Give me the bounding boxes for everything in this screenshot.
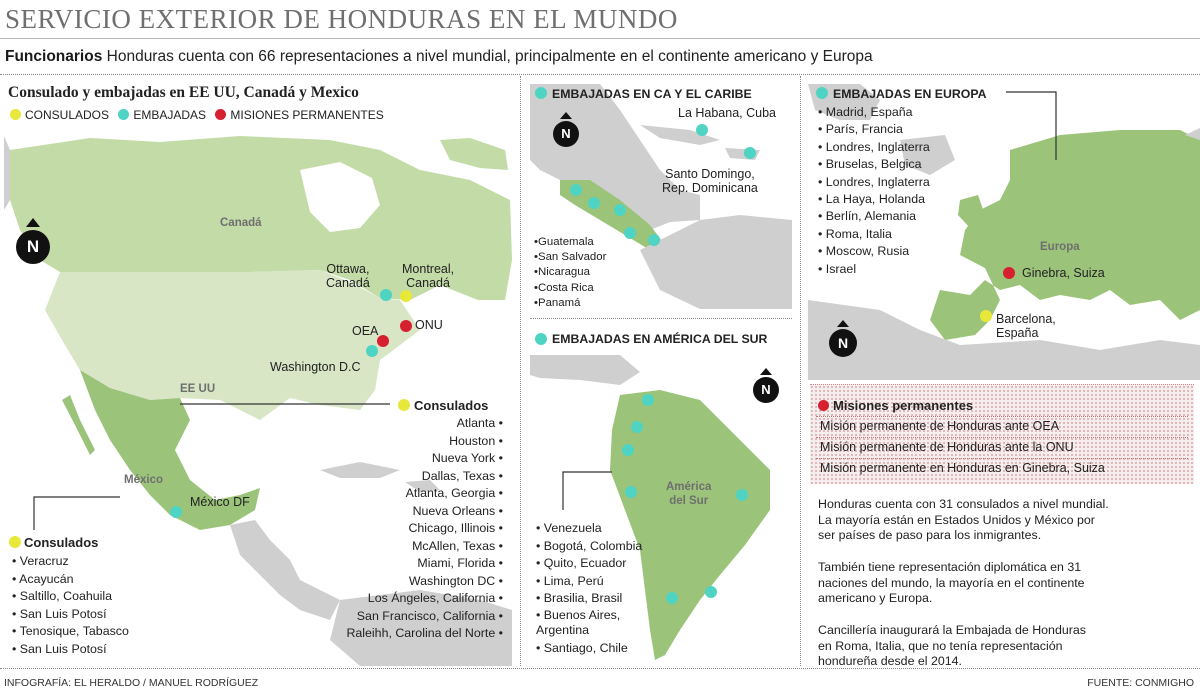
list-item: Misión permanente de Honduras ante la ONU (820, 440, 1074, 454)
tegucigalpa-marker (614, 204, 626, 216)
list-item-label: Brasilia, Brasil (543, 591, 623, 606)
city-ginebra: Ginebra, Suiza (1022, 266, 1105, 280)
note-paragraph: También tiene representación diplomática en 31 naciones del mundo, la mayoría en el continente americano y Europa. (818, 560, 1085, 606)
list-item: • Madrid, España (818, 105, 913, 119)
list-item-label: Houston (449, 433, 496, 448)
list-item: • Berlín, Alemania (818, 209, 917, 224)
eu-north-compass (829, 320, 857, 358)
north-compass (16, 218, 50, 266)
embajada-dot (118, 109, 129, 120)
city-habana: La Habana, Cuba (678, 106, 776, 120)
us-consulados-marker (398, 399, 410, 411)
list-item-label: Londres, Inglaterra (825, 139, 930, 154)
sa-heading-marker (535, 333, 547, 345)
panel-separator (800, 76, 801, 666)
city-oea: OEA (352, 324, 379, 338)
city-mexicodf: México DF (190, 495, 250, 509)
list-item-label: Santiago, Chile (543, 640, 628, 655)
list-item: • Santiago, Chile (536, 640, 628, 655)
list-item-label: Atlanta, Georgia (405, 486, 496, 500)
list-item-label: Saltillo, Coahuila (19, 589, 113, 603)
list-item-label: Chicago, Illinois (408, 521, 496, 535)
santiago-marker (666, 592, 678, 604)
list-item: Los Ángeles, California • (367, 591, 503, 605)
oea-marker (377, 335, 389, 347)
list-item-label: Costa Rica (538, 281, 594, 294)
list-item: • Quito, Ecuador (536, 556, 627, 571)
list-item: • Roma, Italia (818, 226, 892, 241)
list-item: Dallas, Texas • (421, 468, 503, 483)
legend-label: EMBAJADAS (133, 108, 207, 122)
north-label: N (753, 377, 779, 403)
list-item: McAllen, Texas • (412, 538, 503, 553)
mision-dot (215, 109, 226, 120)
list-item: •San Salvador (534, 251, 607, 264)
list-item-label: San Salvador (538, 251, 607, 264)
list-item-label: Panamá (538, 296, 581, 309)
eu-heading-marker (816, 87, 828, 99)
mx-consulados-heading: Consulados (24, 535, 99, 550)
list-item: Nueva York • (431, 451, 503, 465)
us-consulados-heading: Consulados (414, 398, 489, 413)
barcelona-marker (980, 310, 992, 322)
list-item-label: San Luis Potosí (19, 641, 107, 656)
subtitle-text: Honduras cuenta con 66 representaciones a nivel mundial, principalmente en el continente americano y Europa (102, 48, 873, 65)
city-santodomingo: Santo Domingo, Rep. Dominicana (662, 167, 758, 195)
list-item: Misión permanente en Honduras en Ginebra, Suiza (820, 461, 1105, 475)
list-item-label: San Luis Potosí (19, 606, 107, 621)
sa-heading: EMBAJADAS EN AMÉRICA DEL SUR (552, 332, 768, 346)
misiones-heading (818, 398, 973, 413)
list-item: • Israel (818, 261, 857, 276)
sa-list (536, 520, 642, 658)
list-item: • Londres, Inglaterra (818, 174, 930, 189)
north-arrow-icon (837, 320, 849, 327)
list-item-label: San Francisco, California (356, 608, 496, 623)
legend-heading: Consulado y embajadas en EE UU, Canadá y Mexico (8, 84, 359, 101)
mx-consulados-marker (9, 536, 21, 548)
city-onu: ONU (415, 318, 443, 332)
washington-marker (366, 345, 378, 357)
list-item: San Francisco, California • (356, 608, 503, 623)
guatemala-marker (570, 184, 582, 196)
panel-separator (520, 76, 521, 666)
list-item: •Costa Rica (534, 281, 594, 294)
list-item-label: Bruselas, Belgica (825, 157, 922, 172)
list-item-label: Lima, Perú (543, 573, 604, 588)
region-mexico: México (124, 474, 163, 486)
sa-north-compass (753, 368, 779, 404)
list-item: • París, Francia (818, 122, 903, 137)
list-item-label: Venezuela (543, 521, 602, 535)
list-item-label: Raleihh, Carolina del Norte (346, 626, 496, 640)
lima-marker (625, 486, 637, 498)
region-sudamerica: América del Sur (666, 481, 712, 507)
list-item: • Londres, Inglaterra (818, 139, 930, 154)
list-item-label: McAllen, Texas (412, 538, 496, 553)
list-item-label: Dallas, Texas (421, 468, 496, 483)
city-barcelona: Barcelona, España (996, 312, 1056, 340)
list-item: • Tenosique, Tabasco (12, 624, 129, 638)
list-item-label: Quito, Ecuador (543, 556, 627, 571)
buenosaires-marker (705, 586, 717, 598)
quito-marker (622, 444, 634, 456)
city-ottawa: Ottawa, Canadá (326, 262, 370, 290)
list-item-label: Nueva York (431, 451, 496, 465)
list-item: Houston • (449, 433, 503, 448)
list-item: Atlanta • (456, 416, 503, 430)
list-item: • La Haya, Holanda (818, 192, 925, 207)
list-item-label: Nicaragua (538, 266, 590, 279)
costarica-marker (648, 234, 660, 246)
us-consulados-list (303, 415, 503, 643)
north-label: N (829, 329, 857, 357)
onu-marker (400, 320, 412, 332)
note-paragraph: Honduras cuenta con 31 consulados a nivel mundial. La mayoría están en Estados Unidos y México por ser países de paso para los inmigrantes. (818, 497, 1109, 543)
consulado-dot (10, 109, 21, 120)
north-arrow-icon (560, 112, 572, 119)
list-item-label: Acayucán (19, 571, 74, 586)
sansalvador-marker (588, 197, 600, 209)
list-item-label: París, Francia (825, 122, 903, 137)
list-item-label: Tenosique, Tabasco (19, 624, 129, 638)
panel-separator (530, 318, 792, 319)
city-montreal: Montreal, Canadá (402, 262, 455, 290)
region-canada: Canadá (220, 217, 262, 229)
region-eeuu: EE UU (180, 383, 216, 395)
ginebra-marker (1003, 267, 1015, 279)
habana-marker (696, 124, 708, 136)
list-item-label: Nueva Orleans (412, 503, 496, 518)
list-item: • Moscow, Rusia (818, 244, 910, 259)
santodomingo-marker (744, 147, 756, 159)
list-item: Washington DC • (408, 573, 503, 588)
legend (10, 108, 384, 122)
list-item-label: Moscow, Rusia (825, 244, 910, 259)
list-item: • San Luis Potosí (12, 641, 107, 656)
list-item: •Panamá (534, 296, 581, 309)
city-washington: Washington D.C (270, 360, 361, 374)
subtitle-bold: Funcionarios (5, 48, 103, 65)
north-label: N (553, 121, 579, 147)
list-item: • Buenos Aires, Argentina (536, 607, 621, 637)
list-item: Atlanta, Georgia • (405, 486, 503, 500)
ottawa-marker (380, 289, 392, 301)
list-item: • Veracruz (12, 554, 69, 568)
list-item-label: Bogotá, Colombia (543, 538, 643, 553)
misiones-heading-label: Misiones permanentes (833, 398, 974, 413)
list-item-label: La Haya, Holanda (825, 192, 925, 207)
bogota-marker (631, 421, 643, 433)
list-item-label: Washington DC (408, 573, 496, 588)
credit: INFOGRAFÍA: EL HERALDO / MANUEL RODRÍGUEZ (4, 677, 259, 689)
eu-list (818, 104, 930, 278)
brasilia-marker (736, 489, 748, 501)
list-item: • Saltillo, Coahuila (12, 589, 113, 603)
divider (816, 416, 1188, 417)
eu-heading: EMBAJADAS EN EUROPA (833, 87, 987, 101)
north-label: N (16, 230, 50, 264)
list-item: Raleihh, Carolina del Norte • (346, 626, 503, 640)
ca-list (534, 235, 606, 311)
list-item: •Nicaragua (534, 266, 590, 279)
mx-consulados-list (12, 553, 129, 658)
list-item-label: Madrid, España (825, 105, 913, 119)
list-item-label: Buenos Aires, Argentina (536, 607, 621, 637)
list-item: • Bruselas, Belgica (818, 157, 922, 172)
list-item: •Guatemala (534, 236, 594, 248)
list-item-label: Los Ángeles, California (367, 591, 496, 605)
mexicodf-marker (170, 506, 182, 518)
legend-label: MISIONES PERMANENTES (230, 108, 384, 122)
list-item-label: Berlín, Alemania (825, 209, 917, 224)
ca-heading-marker (535, 87, 547, 99)
page-title: SERVICIO EXTERIOR DE HONDURAS EN EL MUNDO (5, 4, 678, 34)
list-item: • Bogotá, Colombia (536, 538, 643, 553)
list-item: Misión permanente de Honduras ante OEA (820, 419, 1060, 433)
list-item-label: Veracruz (19, 554, 69, 568)
list-item: • Brasilia, Brasil (536, 591, 623, 606)
divider (816, 458, 1188, 459)
ca-heading: EMBAJADAS EN CA Y EL CARIBE (552, 87, 752, 101)
legend-label: CONSULADOS (25, 108, 110, 122)
north-arrow-icon (26, 218, 40, 227)
list-item: Miami, Florida • (417, 556, 503, 570)
list-item-label: Miami, Florida (417, 556, 496, 570)
region-europa: Europa (1040, 241, 1080, 253)
list-item-label: Israel (825, 261, 857, 276)
misiones-box (810, 384, 1194, 484)
note-paragraph: Cancillería inaugurará la Embajada de Honduras en Roma, Italia, que no tenía representación hondureña desde el 2014. (818, 623, 1086, 669)
list-item: • Lima, Perú (536, 573, 604, 588)
list-item: Nueva Orleans • (412, 503, 503, 518)
list-item: Chicago, Illinois • (408, 521, 503, 535)
ca-north-compass (553, 112, 579, 148)
list-item: • Acayucán (12, 571, 74, 586)
list-item-label: Guatemala (538, 236, 594, 248)
list-item-label: Roma, Italia (825, 226, 892, 241)
list-item-label: Atlanta (456, 416, 496, 430)
list-item: • San Luis Potosí (12, 606, 107, 621)
source: FUENTE: CONMIGHO (1087, 677, 1194, 689)
divider (816, 437, 1188, 438)
nicaragua-marker (624, 227, 636, 239)
list-item-label: Londres, Inglaterra (825, 174, 930, 189)
list-item: • Venezuela (536, 521, 602, 535)
mision-dot (818, 400, 829, 411)
north-arrow-icon (760, 368, 772, 375)
montreal-marker (400, 290, 412, 302)
venezuela-marker (642, 394, 654, 406)
